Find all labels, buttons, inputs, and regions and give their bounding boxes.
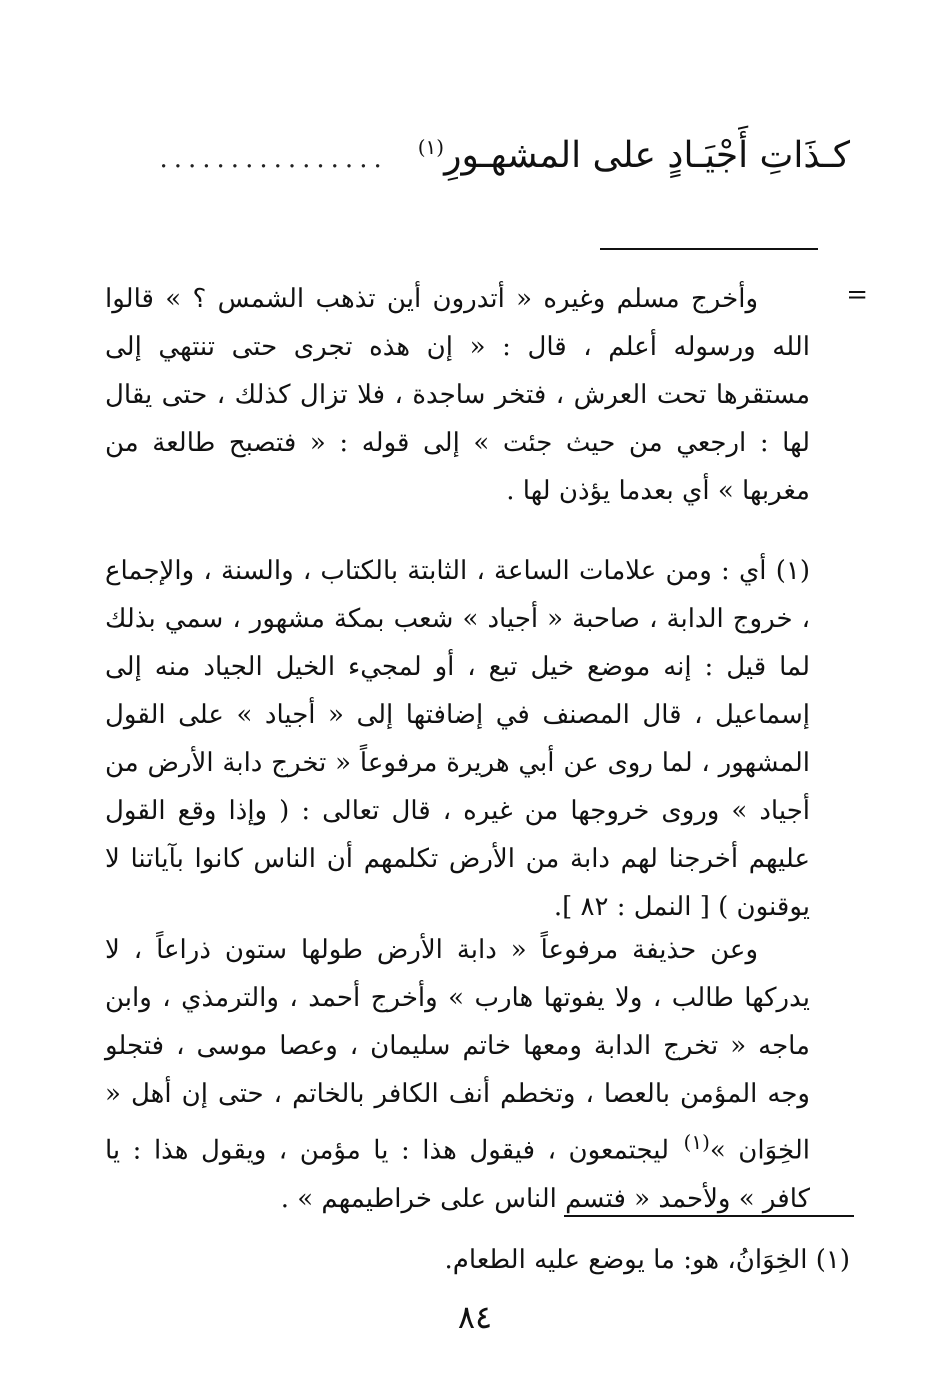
verse-words: كـذَاتِ أَجْيَـادٍ على المشهـورِ [444,135,850,176]
verse-footnote-marker: (١) [417,135,445,159]
paragraph: وأخرج مسلم وغيره « أتدرون أين تذهب الشمس ؟ » قالوا الله ورسوله أعلم ، قال : « إن هذه تجرى حتى تنتهي إلى مستقرها تحت العرش ، فتخر ساجدة ، فلا تزال كذلك ، حتى يقال لها : ارجعي من حيث جئت » إلى قوله : « فتصبح طالعة من مغربها » أي بعدما يؤذن لها . [105,284,810,506]
footnote: (١) الخِوَانُ، هو: ما يوضع عليه الطعام. [444,1245,850,1275]
verse-dots: ................ [159,144,388,174]
commentary-hudhayfa [105,926,810,1223]
commentary-continuation [105,275,810,515]
paragraph-text: وعن حذيفة مرفوعاً « دابة الأرض طولها ستون ذراعاً ، لا يدركها طالب ، ولا يفوتها هارب » وأخرج أحمد ، والترمذي ، وابن ماجه « تخرج الدابة ومعها خاتم سليمان ، وعصا موسى ، فتجلو وجه المؤمن بالعصا ، وتخطم أنف الكافر بالخاتم ، حتى إن أهل « الخِوَان » [105,935,810,1166]
paragraph: (١) أي : ومن علامات الساعة ، الثابتة بالكتاب ، والسنة ، والإجماع ، خروج الدابة ، صاحبة « أجياد » شعب بمكة مشهور ، سمي بذلك لما قيل : إنه موضع خيل تبع ، أو لمجيء الخيل الجياد منه إلى إسماعيل ، قال المصنف في إضافتها إلى « أجياد » على القول المشهور ، لما روى عن أبي هريرة مرفوعاً « تخرج دابة الأرض من أجياد » وروى خروجها من غيره ، قال تعالى : ( وإذا وقع القول عليهم أخرجنا لهم دابة من الأرض تكلمهم أن الناس كانوا بآياتنا لا يوقنون ) [ النمل : ٨٢ ]. [105,556,811,922]
page-number: ٨٤ [457,1298,493,1336]
footnote-marker: (١) [683,1130,710,1154]
footnote-separator-rule [564,1215,854,1217]
continuation-mark: = [846,280,868,310]
commentary-note-1 [105,547,810,931]
verse-text [416,135,850,176]
paragraph [105,926,810,1223]
verse-heading [100,135,850,176]
top-separator-rule [600,248,818,250]
paragraph-text-continued: ليجتمعون ، فيقول هذا : يا مؤمن ، ويقول هذا : يا كافر » ولأحمد « فتسم الناس على خراطيمهم » . [105,1135,810,1214]
